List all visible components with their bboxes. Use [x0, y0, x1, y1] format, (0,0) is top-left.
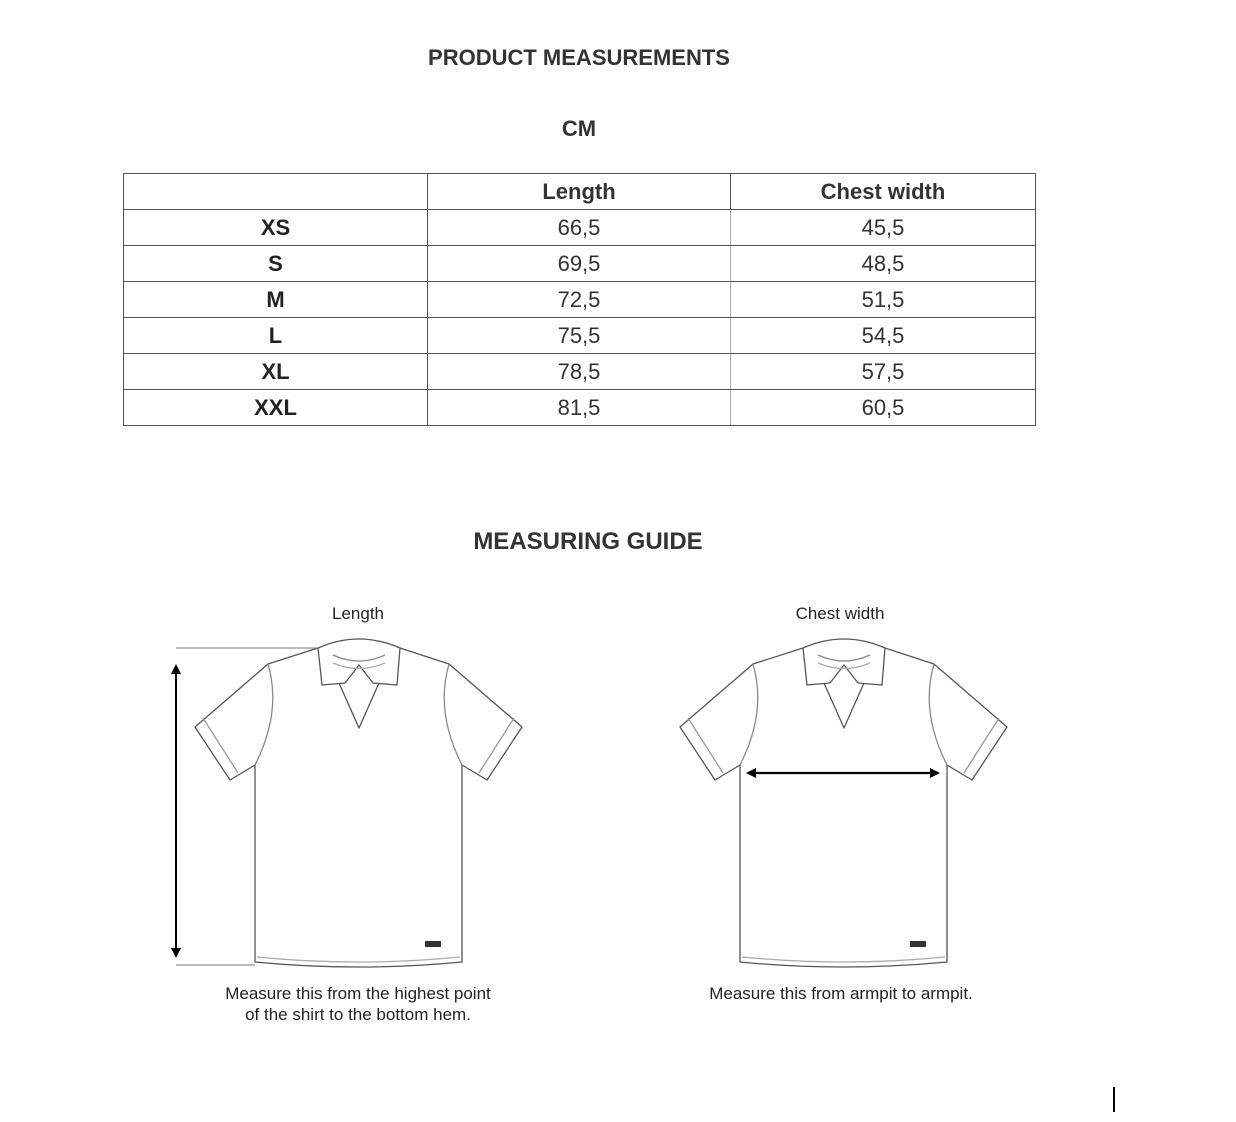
length-caption	[188, 983, 528, 1025]
unit-label: CM	[561, 116, 597, 141]
header-chest-width: Chest width	[731, 174, 1036, 210]
size-cell: XXL	[124, 390, 428, 426]
chest-cell: 60,5	[731, 390, 1036, 426]
length-diagram-label: Length	[332, 604, 384, 623]
length-cell: 81,5	[428, 390, 731, 426]
chest-diagram-label: Chest width	[795, 604, 885, 623]
length-cell: 69,5	[428, 246, 731, 282]
length-cell: 78,5	[428, 354, 731, 390]
header-length: Length	[428, 174, 731, 210]
shirt-chest-diagram	[680, 639, 1007, 967]
chest-cell: 57,5	[731, 354, 1036, 390]
shirt-length-diagram	[195, 639, 522, 967]
chest-cell: 48,5	[731, 246, 1036, 282]
page-title: PRODUCT MEASUREMENTS	[428, 45, 730, 70]
chest-cell: 54,5	[731, 318, 1036, 354]
length-caption-line2: of the shirt to the bottom hem.	[245, 1005, 471, 1024]
size-cell: XL	[124, 354, 428, 390]
length-cell: 66,5	[428, 210, 731, 246]
text-cursor	[1113, 1087, 1115, 1112]
length-caption-line1: Measure this from the highest point	[225, 984, 491, 1003]
measuring-guide-title: MEASURING GUIDE	[473, 528, 703, 555]
size-cell: L	[124, 318, 428, 354]
length-cell: 75,5	[428, 318, 731, 354]
size-cell: M	[124, 282, 428, 318]
size-cell: S	[124, 246, 428, 282]
chest-cell: 51,5	[731, 282, 1036, 318]
size-cell: XS	[124, 210, 428, 246]
chest-cell: 45,5	[731, 210, 1036, 246]
chest-caption: Measure this from armpit to armpit.	[709, 984, 973, 1003]
length-cell: 72,5	[428, 282, 731, 318]
